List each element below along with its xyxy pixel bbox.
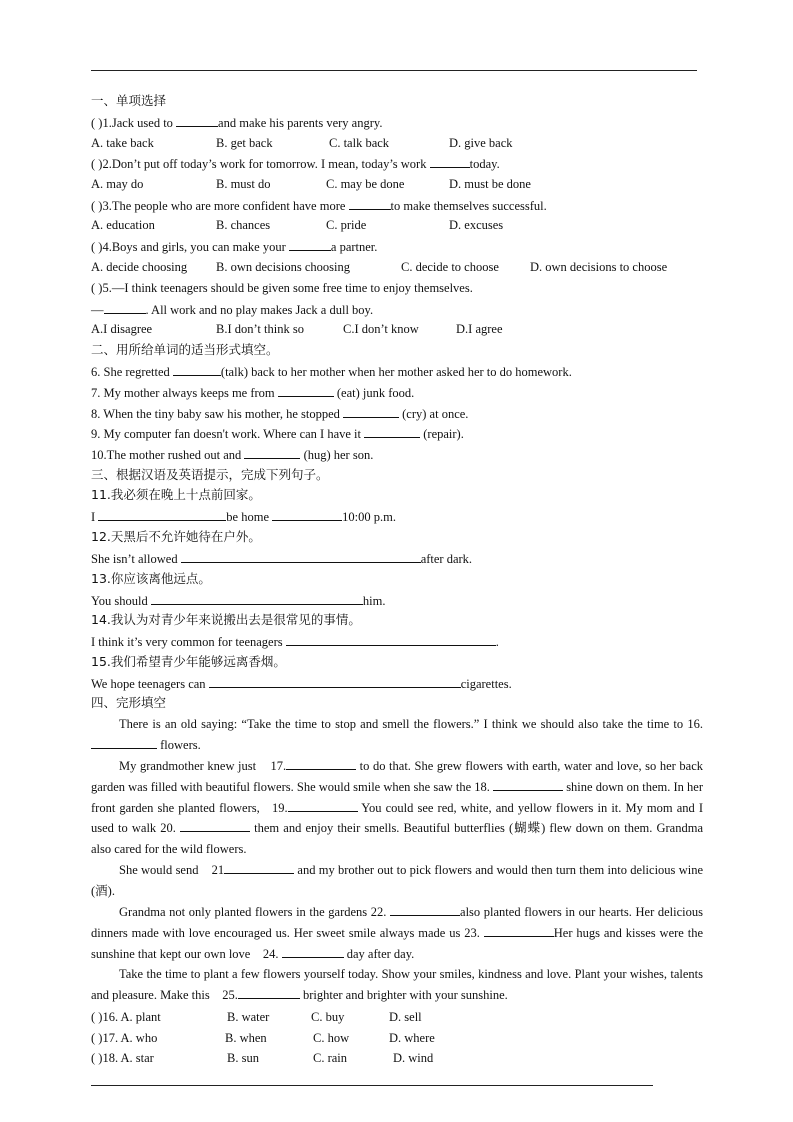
option-d: D. give back	[449, 136, 513, 150]
question-4-stem: ( )4.Boys and girls, you can make your	[91, 240, 289, 254]
option-c: C.I don’t know	[343, 322, 419, 336]
option-a: A. decide choosing	[91, 260, 188, 274]
option-a: A. education	[91, 218, 155, 232]
question-11-text: I	[91, 510, 99, 524]
option-a: ( )16. A. plant	[91, 1010, 161, 1024]
option-c: C. rain	[313, 1051, 348, 1065]
cloze-blank-20[interactable]	[180, 820, 250, 832]
cloze-number-21: 21	[211, 863, 225, 877]
question-15-text: We hope teenagers can	[91, 677, 209, 691]
cloze-blank-16[interactable]	[91, 737, 157, 749]
option-a: A. take back	[91, 136, 154, 150]
option-a: A. may do	[91, 177, 144, 191]
option-b: B. sun	[227, 1051, 259, 1065]
question-9-text: 9. My computer fan doesn't work. Where can I have it	[91, 427, 365, 441]
question-11-text-end: 10:00 p.m.	[342, 510, 396, 524]
cloze-text: and my brother out to pick flowers and would then turn them into delicious wine (酒).	[91, 863, 703, 898]
option-c: C. pride	[326, 218, 367, 232]
cloze-paragraph-4	[91, 902, 703, 964]
cloze-text: flowers.	[157, 737, 201, 752]
cloze-blank-19[interactable]	[288, 800, 358, 812]
option-b: B. own decisions choosing	[216, 260, 351, 274]
option-c: C. how	[313, 1031, 350, 1045]
cloze-text: Grandma not only planted flowers in the gardens 22.	[119, 905, 391, 919]
question-12-chinese: 12.天黑后不允许她待在户外。	[91, 529, 261, 544]
question-3	[91, 198, 547, 213]
cloze-blank-24[interactable]	[282, 946, 344, 958]
answer-blank-5[interactable]	[104, 302, 146, 314]
answer-blank-10[interactable]	[244, 447, 300, 459]
question-5-line-2	[91, 302, 373, 317]
cloze-text: There is an old saying: “Take the time to stop and smell the flowers.” I think we should also take the time to 16.	[119, 717, 703, 731]
question-4	[91, 239, 377, 254]
cloze-text: shine down on them. In her front garden she planted flowers,	[91, 779, 703, 815]
question-14-english	[91, 634, 499, 649]
option-d: D. wind	[393, 1051, 434, 1065]
top-rule	[91, 70, 697, 71]
question-2-stem-end: today.	[469, 157, 500, 171]
answer-blank-11a[interactable]	[98, 509, 226, 521]
cloze-number-24: 24.	[262, 946, 282, 961]
question-14-chinese: 14.我认为对青少年来说搬出去是很常见的事情。	[91, 612, 361, 627]
question-3-stem-end: to make themselves successful.	[390, 199, 547, 213]
section-title-2: 二、用所给单词的适当形式填空。	[91, 342, 279, 357]
option-a: ( )17. A. who	[91, 1031, 158, 1045]
option-a: ( )18. A. star	[91, 1051, 154, 1065]
cloze-number-17: 17.	[270, 759, 287, 773]
answer-blank-8[interactable]	[343, 406, 399, 418]
cloze-blank-21[interactable]	[224, 862, 294, 874]
cloze-text: Take the time to plant a few flowers yourself today. Show your smiles, kindness and love. Plant your wishes, talents and pleasure. Make this	[91, 967, 703, 1002]
option-c: C. may be done	[326, 177, 405, 191]
cloze-text: Her hugs and kisses were the sunshine that kept our own love	[91, 925, 703, 961]
question-3-stem: ( )3.The people who are more confident have more	[91, 199, 349, 213]
cloze-text: She would send	[119, 863, 202, 877]
question-13-chinese: 13.你应该离他远点。	[91, 571, 211, 586]
option-b: B.I don’t think so	[216, 322, 304, 336]
cloze-paragraph-1	[91, 714, 703, 756]
option-b: B. water	[227, 1010, 270, 1024]
cloze-text: also planted flowers in our hearts. Her delicious dinners made with love encouraged us. Her sweet smile always made us 23.	[91, 905, 703, 940]
answer-blank-15[interactable]	[209, 676, 461, 688]
question-7	[91, 385, 414, 400]
question-10	[91, 447, 373, 462]
answer-blank-9[interactable]	[364, 426, 420, 438]
option-c: C. decide to choose	[401, 260, 499, 274]
answer-blank-2[interactable]	[430, 156, 470, 168]
answer-blank-7[interactable]	[278, 385, 334, 397]
cloze-blank-18[interactable]	[493, 779, 563, 791]
section-title-3: 三、根据汉语及英语提示，完成下列句子。	[91, 467, 329, 482]
question-15-chinese: 15.我们希望青少年能够远离香烟。	[91, 654, 286, 669]
answer-blank-14[interactable]	[286, 634, 496, 646]
question-12-text-end: after dark.	[420, 552, 473, 566]
question-6	[91, 364, 572, 379]
option-c: C. talk back	[329, 136, 390, 150]
cloze-text: to do that. She grew flowers with earth, water and love, so her back garden was filled with beautiful flowers. She would smile when she saw the 18.	[91, 759, 703, 794]
dash: —	[91, 303, 104, 317]
option-b: B. must do	[216, 177, 271, 191]
answer-blank-13[interactable]	[151, 593, 363, 605]
option-c: C. buy	[311, 1010, 345, 1024]
question-10-text: 10.The mother rushed out and	[91, 448, 245, 462]
question-15-english	[91, 676, 512, 691]
question-2-stem: ( )2.Don’t put off today’s work for tomorrow. I mean, today’s work	[91, 157, 430, 171]
question-6-text-end: (talk) back to her mother when her mother asked her to do homework.	[220, 365, 572, 379]
question-14-text: I think it’s very common for teenagers	[91, 635, 286, 649]
cloze-blank-25[interactable]	[238, 987, 300, 999]
answer-blank-3[interactable]	[349, 198, 391, 210]
cloze-text: them and enjoy their smells. Beautiful butterflies (蝴蝶) flew down on them. Grandma also cared for the wild flowers.	[91, 821, 703, 857]
cloze-blank-22[interactable]	[390, 904, 460, 916]
question-1-stem: ( )1.Jack used to	[91, 116, 177, 130]
cloze-paragraph-5	[91, 964, 703, 1006]
cloze-text: You could see red, white, and yellow flowers in it. My mom and I used to walk 20.	[91, 800, 704, 836]
bottom-rule	[91, 1085, 653, 1086]
cloze-text: day after day.	[343, 946, 415, 961]
option-d: D. where	[389, 1031, 435, 1045]
question-4-stem-end: a partner.	[330, 240, 378, 254]
question-11-english	[91, 509, 396, 524]
answer-blank-4[interactable]	[289, 239, 331, 251]
question-5	[91, 281, 473, 295]
option-d: D. must be done	[449, 177, 531, 191]
question-15-text-end: cigarettes.	[460, 677, 512, 691]
question-12-english	[91, 551, 472, 566]
cloze-number-19: 19.	[272, 800, 288, 815]
question-8-text: 8. When the tiny baby saw his mother, he stopped	[91, 407, 344, 421]
question-5-reply: . All work and no play makes Jack a dull boy.	[145, 303, 374, 317]
question-13-english	[91, 593, 385, 608]
answer-blank-11b[interactable]	[272, 509, 342, 521]
question-7-text-end: (eat) junk food.	[333, 386, 415, 400]
cloze-number-25: 25.	[222, 987, 238, 1002]
option-d: D. sell	[389, 1010, 422, 1024]
option-b: B. when	[225, 1031, 267, 1045]
question-9	[91, 426, 464, 441]
answer-blank-1[interactable]	[176, 115, 218, 127]
question-1	[91, 115, 382, 130]
cloze-blank-17[interactable]	[286, 758, 356, 770]
option-d: D. excuses	[449, 218, 504, 232]
question-7-text: 7. My mother always keeps me from	[91, 386, 278, 400]
option-b: B. chances	[216, 218, 271, 232]
option-a: A.I disagree	[91, 322, 153, 336]
question-13-text: You should	[91, 594, 151, 608]
section-title-4: 四、完形填空	[91, 695, 167, 710]
answer-blank-12[interactable]	[181, 551, 421, 563]
question-5-stem: ( )5.—I think teenagers should be given some free time to enjoy themselves.	[91, 281, 473, 295]
answer-blank-6[interactable]	[173, 364, 221, 376]
cloze-paragraph-2	[91, 756, 703, 860]
cloze-text: My grandmother knew just	[119, 759, 260, 773]
question-2	[91, 156, 500, 171]
option-d: D. own decisions to choose	[530, 260, 668, 274]
question-14-text-end: .	[495, 635, 499, 649]
question-13-text-end: him.	[362, 594, 386, 608]
question-6-text: 6. She regretted	[91, 365, 173, 379]
question-8	[91, 406, 468, 421]
question-8-text-end: (cry) at once.	[399, 407, 469, 421]
question-10-text-end: (hug) her son.	[300, 448, 374, 462]
cloze-paragraph-3	[91, 860, 703, 902]
cloze-text: brighter and brighter with your sunshine.	[299, 987, 508, 1002]
question-1-stem-end: and make his parents very angry.	[218, 116, 383, 130]
section-title-1: 一、单项选择	[91, 93, 167, 108]
option-d: D.I agree	[456, 322, 503, 336]
question-12-text: She isn’t allowed	[91, 552, 181, 566]
question-11-chinese: 11.我必须在晚上十点前回家。	[91, 487, 261, 502]
option-b: B. get back	[216, 136, 273, 150]
question-11-text-mid: be home	[226, 510, 273, 524]
cloze-blank-23[interactable]	[484, 925, 554, 937]
question-9-text-end: (repair).	[420, 427, 464, 441]
